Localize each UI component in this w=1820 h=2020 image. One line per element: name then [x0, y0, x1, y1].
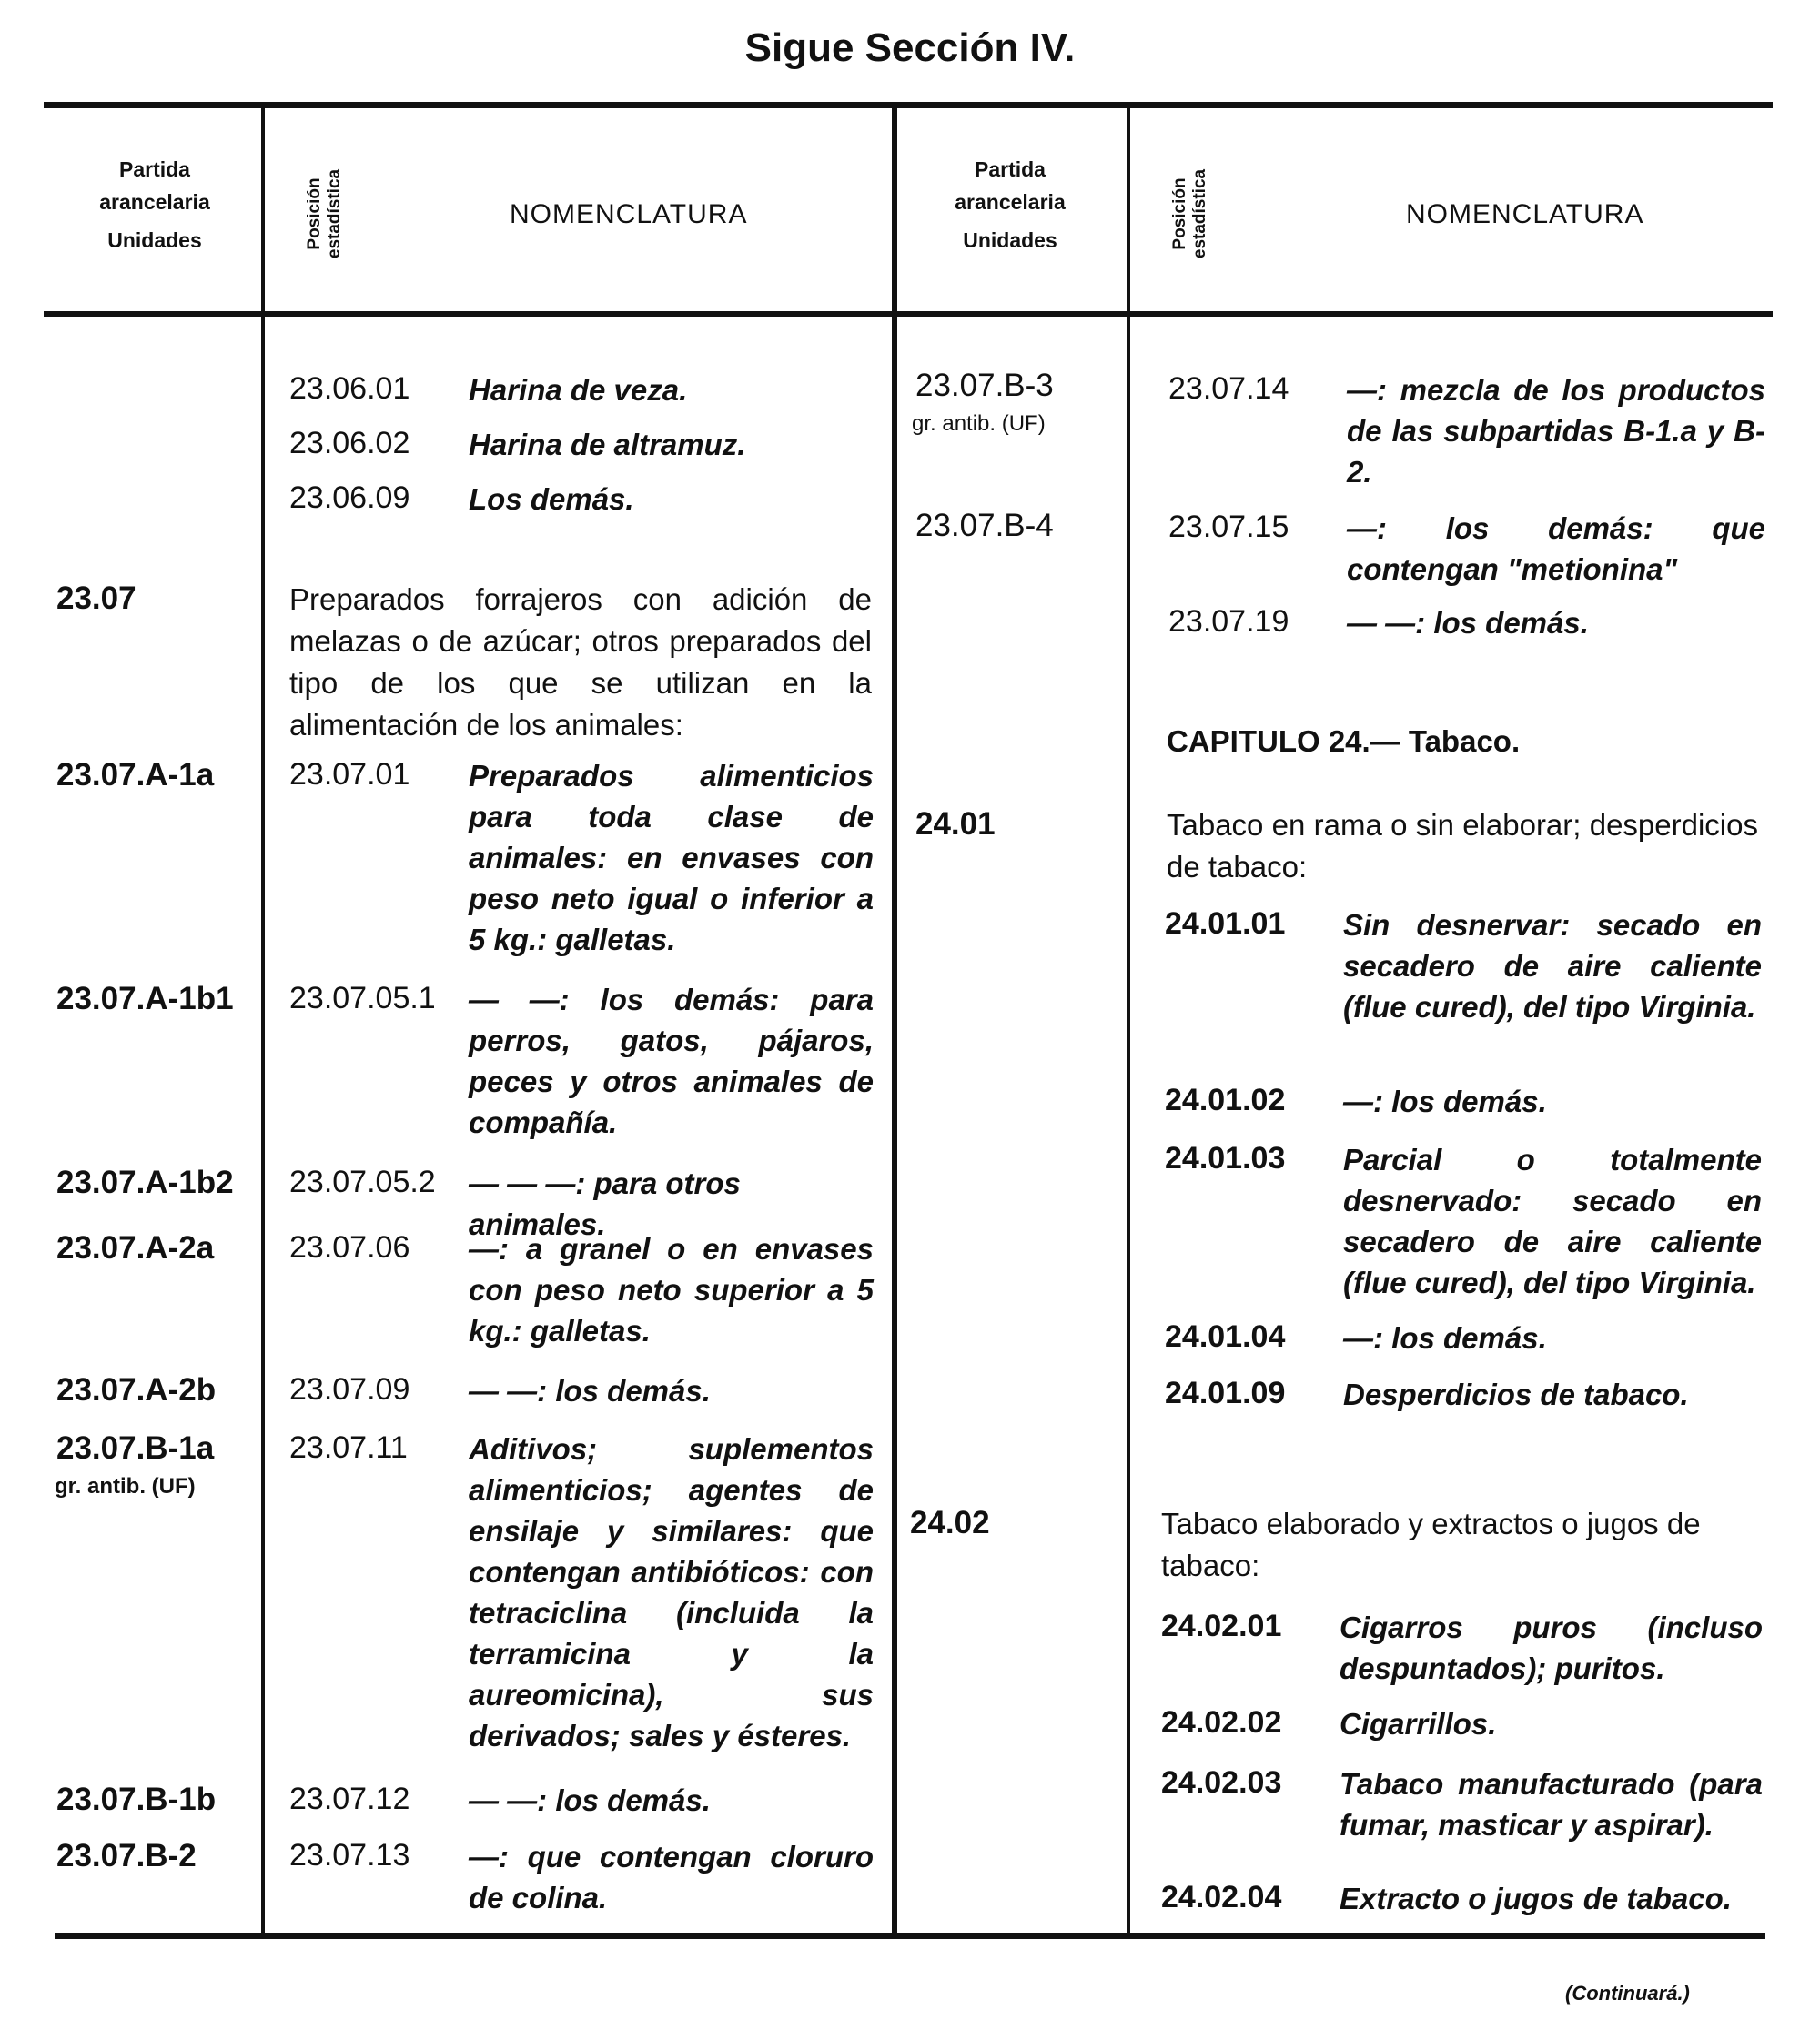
nomenclature-text: —: los demás.: [1343, 1085, 1547, 1118]
position-code: 24.01.02: [1165, 1083, 1286, 1117]
tariff-code: 24.02: [910, 1505, 990, 1540]
position-code: 24.01.03: [1165, 1141, 1286, 1176]
header-partida-line2: arancelaria: [99, 190, 210, 214]
nomenclature-text: — — —: para otros animales.: [469, 1167, 741, 1241]
nomenclature-text: Los demás.: [469, 482, 634, 516]
nomenclature-text: Extracto o jugos de tabaco.: [1340, 1882, 1732, 1915]
heading-description: Preparados forrajeros con adición de melazas o de azúcar; otros preparados del tipo de los que se utilizan en la alimentación de los animales:: [289, 582, 872, 742]
nomenclature-text: —: que contengan cloruro de colina.: [469, 1840, 874, 1914]
position-code: 23.07.09: [289, 1372, 410, 1407]
table-top-rule: [44, 102, 1773, 108]
header-partida-line1: Partida: [119, 157, 190, 181]
position-code: 23.07.15: [1168, 510, 1289, 544]
nomenclature-text: Parcial o totalmente desnervado: secado en secadero de aire caliente (flue cured), del tipo Virginia.: [1343, 1143, 1762, 1299]
position-code: 23.07.05.2: [289, 1165, 436, 1199]
tariff-code: 23.07.A-1b2: [56, 1165, 234, 1200]
nomenclature-text: Cigarrillos.: [1340, 1707, 1497, 1741]
header-unidades: Unidades: [107, 228, 202, 252]
column-divider: [1127, 107, 1130, 1933]
header-posicion-line2: estadística: [1190, 168, 1209, 259]
tariff-code: 23.07.B-4: [915, 508, 1054, 543]
heading-description: Tabaco elaborado y extractos o jugos de tabaco:: [1161, 1507, 1701, 1582]
nomenclature-text: —: los demás.: [1343, 1321, 1547, 1355]
chapter-heading: CAPITULO 24.— Tabaco.: [1167, 724, 1521, 758]
position-code: 24.02.03: [1161, 1765, 1282, 1800]
tariff-code: 23.07.A-1a: [56, 757, 215, 793]
nomenclature-text: Harina de veza.: [469, 373, 688, 407]
page-title: Sigue Sección IV.: [744, 25, 1076, 70]
column-divider: [892, 107, 897, 1933]
heading-description: Tabaco en rama o sin elaborar; desperdicios de tabaco:: [1167, 808, 1758, 884]
position-code: 24.01.01: [1165, 906, 1286, 941]
nomenclature-text: — —: los demás: para perros, gatos, pájaros, peces y otros animales de compañía.: [469, 983, 874, 1139]
nomenclature-text: Aditivos; suplementos alimenticios; agentes de ensilaje y similares: que contengan antibióticos: con tetraciclina (incluida la terramicina y la aureomicina), sus derivados; sales y ésteres.: [469, 1432, 874, 1752]
position-code: 23.06.01: [289, 371, 410, 406]
nomenclature-text: — —: los demás.: [469, 1374, 711, 1408]
position-code: 24.01.04: [1165, 1319, 1286, 1354]
position-code: 23.07.11: [289, 1430, 408, 1465]
nomenclature-text: —: mezcla de los productos de las subpartidas B-1.a y B-2.: [1347, 373, 1765, 489]
header-posicion: [305, 146, 350, 282]
header-nomenclatura: NOMENCLATURA: [510, 199, 748, 229]
position-code: 23.07.14: [1168, 371, 1289, 406]
position-code: 23.07.12: [289, 1782, 410, 1816]
header-posicion-line2: estadística: [325, 168, 344, 259]
header-partida-line1: Partida: [975, 157, 1046, 181]
position-code: 23.07.01: [289, 757, 410, 792]
nomenclature-text: Tabaco manufacturado (para fumar, masticar y aspirar).: [1340, 1767, 1763, 1842]
tariff-code: 23.07.B-1a: [56, 1430, 215, 1466]
position-code: 23.07.19: [1168, 604, 1289, 639]
position-code: 24.01.09: [1165, 1376, 1286, 1410]
header-posicion-line1: Posición: [1170, 177, 1189, 250]
nomenclature-text: Desperdicios de tabaco.: [1343, 1378, 1689, 1411]
table-bottom-rule: [55, 1933, 1765, 1939]
tariff-code: 23.07.B-1b: [56, 1782, 217, 1817]
nomenclature-text: —: a granel o en envases con peso neto superior a 5 kg.: galletas.: [469, 1232, 874, 1348]
nomenclature-text: — —: los demás.: [1347, 606, 1589, 640]
tariff-unit: gr. antib. (UF): [55, 1474, 196, 1499]
position-code: 23.06.09: [289, 480, 410, 515]
position-code: 23.07.05.1: [289, 981, 436, 1015]
header-partida-line2: arancelaria: [955, 190, 1066, 214]
position-code: 23.07.13: [289, 1838, 410, 1873]
nomenclature-text: — —: los demás.: [469, 1783, 711, 1817]
tariff-code: 23.07.B-3: [915, 368, 1054, 403]
tariff-code: 23.07.A-1b1: [56, 981, 234, 1016]
tariff-unit: gr. antib. (UF): [912, 411, 1046, 436]
position-code: 23.06.02: [289, 426, 410, 460]
header-unidades: Unidades: [963, 228, 1057, 252]
nomenclature-text: Sin desnervar: secado en secadero de aire caliente (flue cured), del tipo Virginia.: [1343, 908, 1762, 1024]
tariff-code: 24.01: [915, 806, 996, 842]
position-code: 24.02.04: [1161, 1880, 1282, 1914]
continuation-note: (Continuará.): [1565, 1982, 1690, 2005]
position-code: 24.02.01: [1161, 1609, 1282, 1643]
position-code: 24.02.02: [1161, 1705, 1282, 1740]
header-partida-right: [901, 153, 1119, 257]
tariff-code: 23.07.A-2a: [56, 1230, 215, 1266]
header-posicion-line1: Posición: [305, 177, 324, 250]
nomenclature-text: —: los demás: que contengan "metionina": [1347, 511, 1765, 586]
header-partida: [55, 153, 255, 257]
tariff-code: 23.07.A-2b: [56, 1372, 217, 1408]
nomenclature-text: Cigarros puros (incluso despuntados); puritos.: [1340, 1611, 1763, 1685]
nomenclature-text: Harina de altramuz.: [469, 428, 746, 461]
position-code: 23.07.06: [289, 1230, 410, 1265]
header-nomenclatura-right: NOMENCLATURA: [1406, 199, 1644, 229]
column-divider: [261, 107, 265, 1933]
header-bottom-rule: [44, 311, 1773, 317]
header-posicion-right: [1170, 146, 1216, 282]
tariff-code: 23.07: [56, 581, 136, 616]
nomenclature-text: Preparados alimenticios para toda clase de animales: en envases con peso neto igual o inferior a 5 kg.: galletas.: [469, 759, 874, 956]
tariff-code: 23.07.B-2: [56, 1838, 197, 1874]
